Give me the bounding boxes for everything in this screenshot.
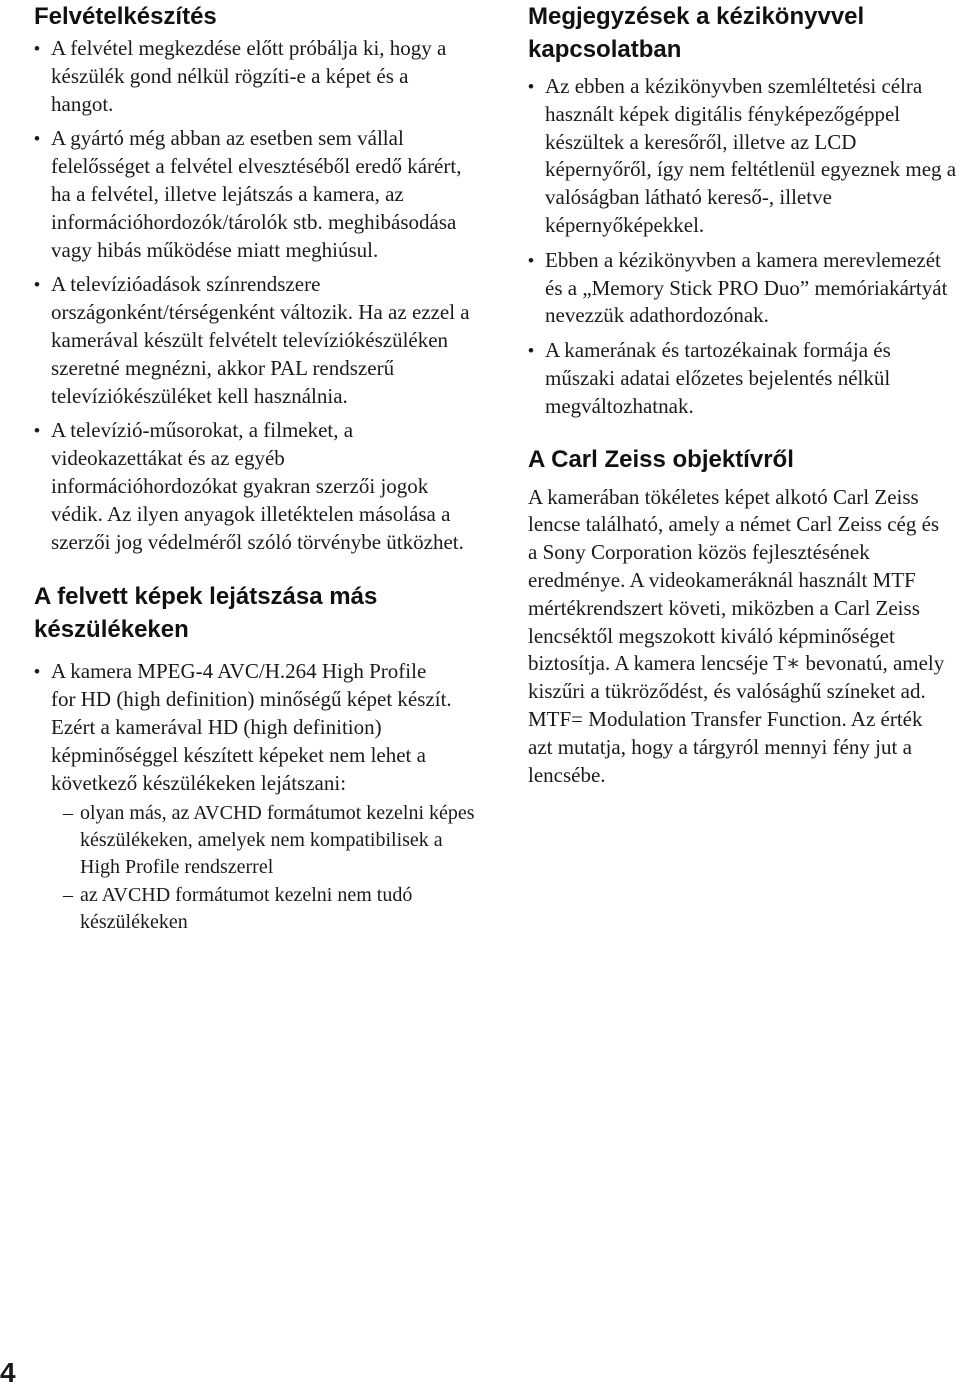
left-column [34, 0, 474, 937]
playback-bullet-text: A kamera MPEG-4 AVC/H.264 High Profile for HD (high definition) minőségű képet készít. Ezért a kamerával HD (high definition) képminőséggel készített képeket nem lehet a következő készülékeken lejátszani: [51, 659, 452, 795]
list-item: • A felvétel megkezdése előtt próbálja ki, hogy a készülék gond nélkül rögzíti-e a képet és a hangot. [34, 35, 474, 118]
section-heading-manual-notes: Megjegyzések a kézikönyvvel kapcsolatban [528, 3, 865, 63]
list-item: – az AVCHD formátumot kezelni nem tudó készülékeken [63, 882, 483, 936]
list-item: • A televízió-műsorokat, a filmeket, a videokazettákat és az egyéb információhordozókat gyakran szerzői jogok védik. Az ilyen anyagok illetéktelen másolása a szerzői jog védelméről szóló törvénybe ütközhet. [34, 417, 474, 556]
manual-notes-bullet-list [528, 73, 960, 421]
list-item: • Az ebben a kézikönyvben szemléltetési célra használt képek digitális fényképezőgéppel készültek a keresőről, illetve az LCD képernyőről, így nem feltétlenül egyeznek meg a valóságban látható kereső-, illetve képernyőképekkel. [528, 73, 960, 240]
section-heading-playback: A felvett képek lejátszása más készülékeken [34, 583, 378, 644]
list-item: • Ebben a kézikönyvben a kamera merevlemezét és a „Memory Stick PRO Duo” memóriakártyát nevezzük adathordozónak. [528, 247, 960, 330]
recording-bullet-list [34, 35, 474, 556]
list-item: – olyan más, az AVCHD formátumot kezelni képes készülékeken, amelyek nem kompatibilisek a High Profile rendszerrel [63, 800, 483, 881]
list-item: • A televízióadások színrendszere országonként/térségenként változik. Ha az ezzel a kamerával készült felvételt televíziókészüléken szeretné megnézni, akkor PAL rendszerű televíziókészüléket kell használnia. [34, 271, 474, 410]
playback-bullet-list [34, 658, 454, 797]
playback-sublist [34, 800, 483, 936]
list-item [34, 658, 454, 797]
section-heading-recording: Felvételkészítés [34, 3, 217, 30]
list-item: • A kamerának és tartozékainak formája és műszaki adatai előzetes bejelentés nélkül megváltozhatnak. [528, 337, 960, 420]
page-number: 4 [0, 1357, 16, 1388]
carl-zeiss-text [528, 484, 948, 790]
list-item: • A gyártó még abban az esetben sem vállal felelősséget a felvétel elvesztéséből eredő kárért, ha a felvétel, illetve lejátszás a kamera, az információhordozók/tárolók stb. meghibásodása vagy hibás működése miatt meghiúsul. [34, 125, 474, 264]
carl-zeiss-paragraph: A kamerában tökéletes képet alkotó Carl Zeiss lencse található, amely a német Carl Zeiss cég és a Sony Corporation közös fejlesztésének eredménye. A videokameráknál használt MTF mértékrendszert követi, miközben a Carl Zeiss lencséktől megszokott kiváló képminőséget biztosítja. A kamera lencséje T∗ bevonatú, amely kiszűri a tükröződést, és valósághű színeket ad. [528, 484, 945, 704]
right-column [528, 0, 960, 789]
mtf-paragraph: MTF= Modulation Transfer Function. Az érték azt mutatja, hogy a tárgyról mennyi fény jut a lencsébe. [528, 706, 923, 787]
section-heading-carl-zeiss: A Carl Zeiss objektívről [528, 445, 794, 473]
